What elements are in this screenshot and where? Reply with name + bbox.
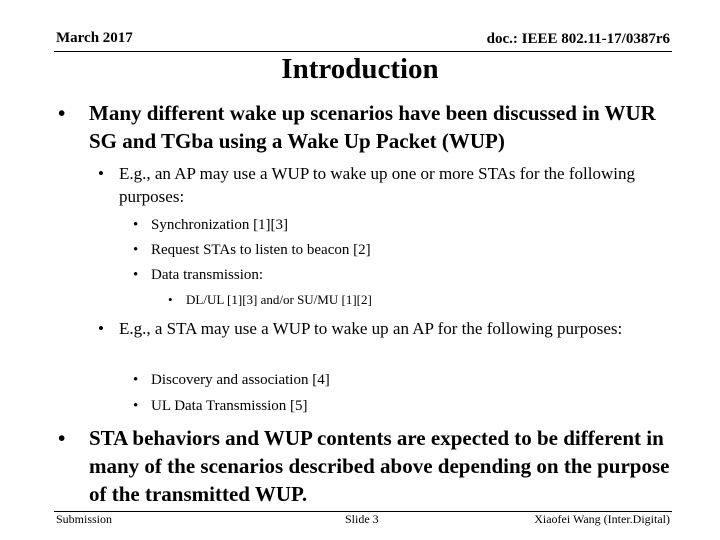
bullet-marker: •	[133, 242, 139, 258]
bullet-marker: •	[98, 319, 104, 338]
bullet-text: Discovery and association [4]	[151, 372, 330, 388]
header-divider	[54, 51, 672, 52]
bullet-data-transmission	[133, 265, 673, 285]
bullet-synchronization	[133, 215, 673, 235]
bullet-marker: •	[133, 372, 139, 388]
bullet-dl-ul	[168, 291, 668, 309]
bullet-marker: •	[133, 217, 139, 233]
bullet-marker: •	[168, 292, 173, 307]
bullet-sta-behaviors	[58, 424, 678, 508]
bullet-text: E.g., an AP may use a WUP to wake up one or more STAs for the following purposes:	[119, 164, 635, 206]
bullet-text: UL Data Transmission [5]	[151, 398, 308, 414]
bullet-marker: •	[98, 164, 104, 183]
bullet-text: Data transmission:	[151, 267, 264, 283]
header-date: March 2017	[56, 30, 133, 46]
bullet-marker: •	[133, 267, 139, 283]
bullet-request-beacon	[133, 240, 673, 260]
bullet-sta-example	[98, 317, 688, 340]
bullet-text: Request STAs to listen to beacon [2]	[151, 242, 371, 258]
bullet-text: Synchronization [1][3]	[151, 217, 289, 233]
bullet-ap-example	[98, 162, 688, 208]
bullet-text: E.g., a STA may use a WUP to wake up an AP for the following purposes:	[119, 319, 623, 338]
bullet-ul-data	[133, 396, 673, 416]
footer-author: Xiaofei Wang (Inter.Digital)	[534, 512, 670, 526]
slide-title: Introduction	[281, 53, 439, 85]
bullet-marker: •	[133, 398, 139, 414]
bullet-wake-up-scenarios	[58, 99, 678, 155]
header-doc-id: doc.: IEEE 802.11-17/0387r6	[486, 31, 670, 47]
footer-submission: Submission	[56, 512, 113, 526]
bullet-text: DL/UL [1][3] and/or SU/MU [1][2]	[186, 292, 372, 307]
footer-slide-number: Slide 3	[345, 512, 379, 526]
bullet-text: STA behaviors and WUP contents are expected to be different in many of the scenarios described above depending on the purpose of the transmitted WUP.	[89, 426, 670, 506]
bullet-marker: •	[58, 426, 66, 450]
bullet-marker: •	[58, 101, 66, 125]
bullet-discovery	[133, 370, 673, 390]
bullet-text: Many different wake up scenarios have been discussed in WUR SG and TGba using a Wake Up Packet (WUP)	[89, 101, 656, 153]
